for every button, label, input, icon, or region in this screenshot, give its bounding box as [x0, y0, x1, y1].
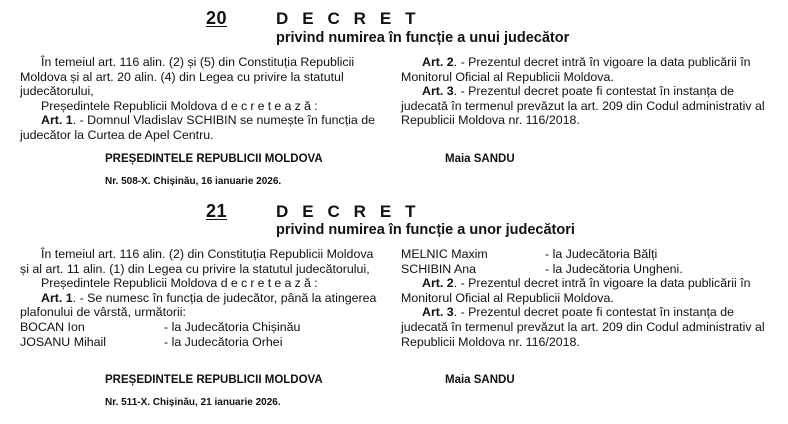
- decree-formula: [20, 99, 384, 114]
- article-text: . - Domnul Vladislav SCHIBIN se numește în funcția de judecător la Curtea de Apel Centru.: [20, 113, 376, 142]
- president-text: Președintele Republicii Moldova: [41, 98, 221, 113]
- decree-left-column: [20, 55, 384, 143]
- decree-number: 20: [206, 8, 228, 28]
- decree-left-column: [20, 247, 384, 349]
- signature-title: PREȘEDINTELE REPUBLICII MOLDOVA: [105, 153, 323, 165]
- appointee-court: - la Judecătoria Chișinău: [164, 319, 301, 334]
- article-2: [401, 276, 767, 305]
- article-text: . - Prezentul decret poate fi contestat în instanța de judecată în termenul prevăzut la art. 209 din Codul administrativ al Republicii Moldova nr. 116/2018.: [401, 84, 765, 128]
- decree-title: D E C R E T: [276, 202, 421, 221]
- preamble-paragraph: În temeiul art. 116 alin. (2) din Constituția Republicii Moldova și al art. 11 alin. (1) din Legea cu privire la statutul judecătorului,: [20, 247, 374, 276]
- article-3: [401, 305, 767, 349]
- article-text: . - Prezentul decret poate fi contestat în instanța de judecată în termenul prevăzut la art. 209 din Codul administrativ al Republicii Moldova nr. 116/2018.: [401, 305, 765, 349]
- decree-place-date: Nr. 508-X. Chișinău, 16 ianuarie 2026.: [105, 176, 282, 187]
- article-label: Art. 2: [422, 276, 454, 291]
- decree-title: D E C R E T: [276, 9, 421, 28]
- decree-formula: [20, 276, 384, 291]
- appointee-name: SCHIBIN Ana: [401, 261, 477, 276]
- article-text: . - Se numesc în funcția de judecător, până la atingerea plafonului de vârstă, următorii:: [20, 290, 377, 320]
- appointee-court: - la Judecătoria Ungheni.: [545, 261, 683, 276]
- decrees-verb: decretează:: [220, 98, 321, 113]
- signature-title: PREȘEDINTELE REPUBLICII MOLDOVA: [105, 374, 323, 386]
- article-label: Art. 1: [41, 113, 73, 128]
- article-label: Art. 2: [422, 55, 454, 69]
- appointee-court: - la Judecătoria Orhei: [164, 334, 283, 349]
- appointee-row: [401, 247, 767, 262]
- appointee-row: [20, 335, 384, 350]
- decree-right-column: [401, 55, 767, 128]
- article-1: [20, 291, 384, 320]
- top-rule: [200, 0, 240, 2]
- article-text: . - Prezentul decret intră în vigoare la data publicării în Monitorul Oficial al Republicii Moldova.: [401, 276, 751, 305]
- signature-name: Maia SANDU: [445, 374, 515, 386]
- decree-subtitle: privind numirea în funcție a unor judecători: [276, 222, 575, 238]
- appointee-row: [401, 262, 767, 277]
- appointee-name: BOCAN Ion: [20, 319, 85, 334]
- signature-name: Maia SANDU: [445, 153, 515, 165]
- decree-right-column: [401, 247, 767, 349]
- article-text: . - Prezentul decret intră în vigoare la data publicării în Monitorul Oficial al Republicii Moldova.: [401, 55, 751, 84]
- article-1: [20, 113, 384, 142]
- article-3: [401, 84, 767, 128]
- appointee-name: MELNIC Maxim: [401, 247, 488, 261]
- decrees-verb: decretează:: [220, 276, 321, 291]
- article-2: [401, 55, 767, 84]
- decree-number: 21: [206, 201, 228, 221]
- decree-subtitle: privind numirea în funcție a unui judecător: [276, 30, 570, 46]
- preamble-paragraph: În temeiul art. 116 alin. (2) și (5) din Constituția Republicii Moldova și al art. 20 alin. (4) din Legea cu privire la statutul judecătorului,: [20, 55, 355, 99]
- appointee-court: - la Judecătoria Bălți: [545, 247, 658, 261]
- president-text: Președintele Republicii Moldova: [41, 276, 221, 291]
- article-label: Art. 3: [422, 84, 454, 99]
- appointee-row: [20, 320, 384, 335]
- decree-place-date: Nr. 511-X. Chișinău, 21 ianuarie 2026.: [105, 397, 281, 408]
- article-label: Art. 1: [41, 290, 73, 305]
- appointee-name: JOSANU Mihail: [20, 334, 107, 349]
- article-label: Art. 3: [422, 305, 454, 320]
